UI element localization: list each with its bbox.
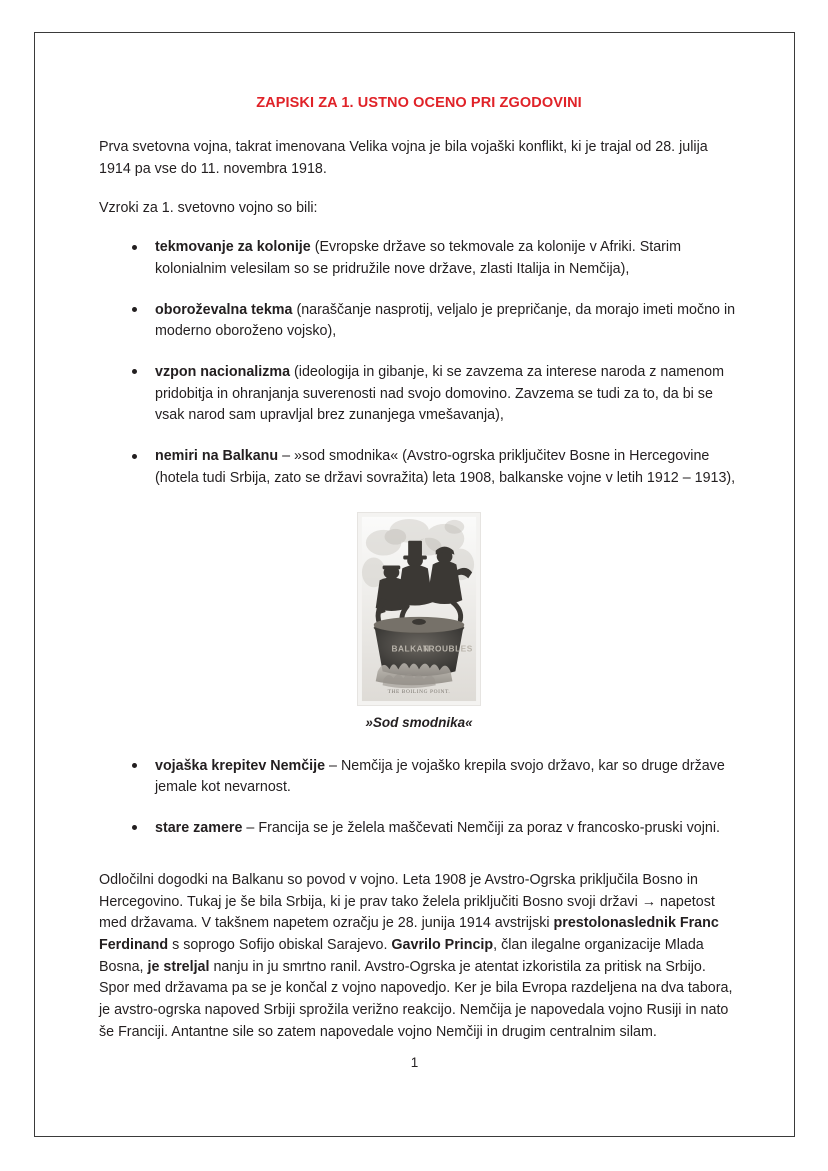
cartoon-image bbox=[357, 512, 481, 706]
causes-list-bottom bbox=[99, 756, 739, 840]
bullet-dot-icon bbox=[132, 245, 137, 250]
list-item-text: – »sod smodnika« (Avstro-ogrska priključitev Bosne in Hercegovine (hotela tudi Srbija, zato se državi sovražita) leta 1908, balkanske vojne v letih 1912 – 1913), bbox=[155, 448, 736, 486]
boiling-point-cartoon-illustration bbox=[358, 513, 480, 705]
list-item-text: – Francija se je želela maščevati Nemčiji za poraz v francosko-pruski vojni. bbox=[242, 820, 720, 837]
list-item bbox=[99, 237, 739, 280]
bullet-dot-icon bbox=[132, 454, 137, 459]
page-number: 1 bbox=[410, 1055, 419, 1070]
bullet-dot-icon bbox=[132, 369, 137, 374]
figure-caption: »Sod smodnika« bbox=[365, 714, 473, 730]
bullet-dot-icon bbox=[132, 307, 137, 312]
cartoon-label-troubles: TROUBLES bbox=[422, 643, 473, 654]
conclusion-bold-3: je streljal bbox=[147, 958, 210, 975]
conclusion-bold-1: prestolonaslednik Franc Ferdinand bbox=[99, 915, 719, 953]
page-content bbox=[99, 95, 739, 1061]
list-item bbox=[99, 446, 739, 489]
list-item bbox=[99, 818, 739, 840]
list-item-text: (Evropske države so tekmovale za kolonije v Afriki. Starim kolonialnim velesilam so se pridružile nove države, zlasti Italija in Nemčija), bbox=[155, 239, 682, 277]
conclusion-text-2: s soprogo Sofijo obiskal Sarajevo. bbox=[168, 936, 392, 953]
list-item-term: vzpon nacionalizma bbox=[155, 364, 291, 381]
list-item-term: stare zamere bbox=[155, 820, 243, 837]
page-frame bbox=[34, 32, 795, 1137]
list-item-text: (naraščanje nasprotij, veljalo je prepričanje, da morajo imeti močno in moderno oboroženo vojsko), bbox=[155, 301, 736, 340]
intro-paragraph: Prva svetovna vojna, takrat imenovana Velika vojna je bila vojaški konflikt, ki je trajal od 28. julija 1914 pa vse do 11. novembra 1918. bbox=[99, 139, 708, 177]
bullet-dot-icon bbox=[132, 763, 137, 768]
conclusion-text-1: Odločilni dogodki na Balkanu so povod v vojno. Leta 1908 je Avstro-Ogrska priključila Bosno in Hercegovino. Tukaj je še bila Srbija, ki je prav tako želela priključiti Bosno svoji državi → napetost med državama. V takšnem napetem ozračju je 28. junija 1914 avstrijski bbox=[99, 871, 715, 932]
conclusion-paragraph bbox=[99, 870, 739, 1044]
cartoon-engraving-title: THE BOILING POINT. bbox=[387, 688, 451, 695]
list-item-term: nemiri na Balkanu bbox=[155, 448, 279, 465]
list-item bbox=[99, 300, 739, 343]
list-item-term: tekmovanje za kolonije bbox=[155, 239, 311, 256]
figure-boiling-point bbox=[99, 512, 739, 730]
conclusion-text-4: nanju in ju smrtno ranil. Avstro-Ogrska je atentat izkoristila za pritisk na Srbijo. Spor med državama pa se je končal z vojno napovedjo. Ker je bila Evropa razdeljena na dva tabora, je avstro-ogrska napoved Srbiji sprožila verižno reakcijo. Nemčija je napovedala vojno Rusiji in nato še Franciji. Antantne sile so zatem napovedale vojno Nemčiji in drugim centralnim silam. bbox=[99, 958, 733, 1040]
list-item bbox=[99, 362, 739, 427]
causes-list-top bbox=[99, 237, 739, 489]
conclusion-text-3: , član ilegalne organizacije Mlada Bosna, bbox=[99, 936, 704, 975]
list-item-text: (ideologija in gibanje, ki se zavzema za interese naroda z namenom pridobitja in ohranjanja suverenosti nad svojo domovino. Zavzema se tudi za to, da bi se vsak narod sam upravljal brez zunanjega vmešavanja), bbox=[155, 364, 724, 424]
page-title: ZAPISKI ZA 1. USTNO OCENO PRI ZGODOVINI bbox=[256, 95, 582, 111]
list-item bbox=[99, 756, 739, 799]
list-item-term: vojaška krepitev Nemčije bbox=[155, 757, 326, 774]
causes-lead-text: Vzroki za 1. svetovno vojno so bili: bbox=[99, 200, 318, 217]
list-item-term: oboroževalna tekma bbox=[155, 301, 293, 318]
conclusion-bold-2: Gavrilo Princip bbox=[391, 936, 494, 953]
list-item-text: – Nemčija je vojaško krepila svojo državo, kar so druge države jemale kot nevarnost. bbox=[155, 757, 725, 796]
bullet-dot-icon bbox=[132, 825, 137, 830]
cartoon-label-balkan: BALKAN bbox=[391, 643, 430, 654]
